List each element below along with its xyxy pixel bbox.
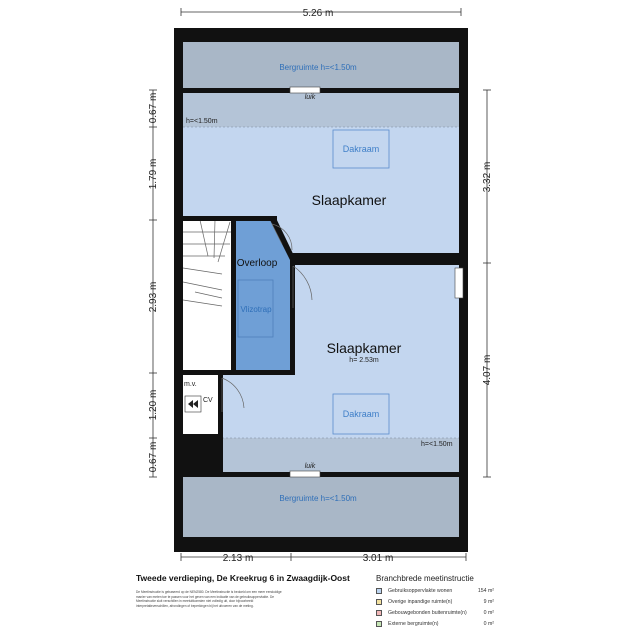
legend-swatch-external (376, 621, 382, 627)
dim-left-4: 1.20 m (148, 389, 159, 421)
dim-left-5: 0.67 m (148, 441, 159, 473)
dim-left-3: 2.93 m (148, 281, 159, 313)
legend-row-external (376, 620, 494, 629)
legend-value: 154 m² (477, 588, 494, 594)
loft-stair-label: Vlizotrap (240, 305, 272, 314)
dim-left-2: 1.79 m (148, 158, 159, 190)
cv-label: CV (203, 397, 213, 404)
legend-label: Gebruiksoppervlakte wonen (388, 588, 453, 594)
legend-value: 9 m² (483, 599, 494, 605)
landing-label: Overloop (236, 258, 278, 269)
dim-bottom-right: 3.01 m (362, 553, 394, 564)
plan-title: Tweede verdieping, De Kreekrug 6 in Zwaagdijk-Oost (136, 573, 350, 583)
hatch-bottom-label: luik (304, 463, 316, 470)
legend-row-outdoor (376, 609, 494, 618)
low-ceiling-bottom-label: h=<1.50m (421, 441, 453, 448)
legend-row-living (376, 587, 494, 596)
disclaimer-text: De Meetinstructie is gebaseerd op de NEN2580. De Meetinstructie is bedoeld om een meer eenduidige manier van meten toe te passen voor het geven van een indicatie van de gebruiksoppervlakte. De Meetinstructie sluit verschillen in meetuitkomsten niet volledig uit, door bijvoorbeeld interpretatieverschillen, afrondingen of beperkingen bij het uitvoeren van de meting. (136, 590, 282, 608)
skylight-1-label: Dakraam (342, 144, 380, 154)
bedroom-1-label: Slaapkamer (311, 192, 387, 208)
legend-value: 0 m² (483, 610, 494, 616)
dim-bottom-left: 2.13 m (222, 553, 254, 564)
legend-swatch-living (376, 588, 382, 594)
skylight-2-label: Dakraam (342, 409, 380, 419)
dim-right-2: 4.07 m (482, 354, 493, 386)
storage-bottom-label: Bergruimte h=<1.50m (279, 494, 357, 503)
hatch-top-label: luik (304, 94, 316, 101)
hatch-bottom (290, 471, 320, 477)
dim-right-1: 3.32 m (482, 161, 493, 193)
low-ceiling-top (183, 93, 459, 127)
hatch-top (290, 87, 320, 93)
legend-swatch-outdoor (376, 610, 382, 616)
dim-top: 5.26 m (302, 8, 334, 19)
legend-value: 0 m² (483, 621, 494, 627)
storage-bottom (183, 476, 459, 537)
legend-title: Branchbrede meetinstructie (376, 574, 474, 583)
bedroom-2-label: Slaapkamer (326, 340, 402, 356)
window-right (455, 268, 463, 298)
legend-label: Externe bergruimte(n) (388, 621, 439, 627)
storage-top-label: Bergruimte h=<1.50m (279, 63, 357, 72)
bedroom-2-height: h= 2.53m (349, 357, 379, 364)
dim-left-1: 0.67 m (148, 92, 159, 124)
legend-swatch-other (376, 599, 382, 605)
legend-label: Gebouwgebonden buitenruimte(n) (388, 610, 467, 616)
low-ceiling-top-label: h=<1.50m (186, 118, 218, 125)
legend-row-other (376, 598, 494, 607)
mv-label: m.v. (184, 381, 197, 388)
legend-label: Overige inpandige ruimte(n) (388, 599, 453, 605)
